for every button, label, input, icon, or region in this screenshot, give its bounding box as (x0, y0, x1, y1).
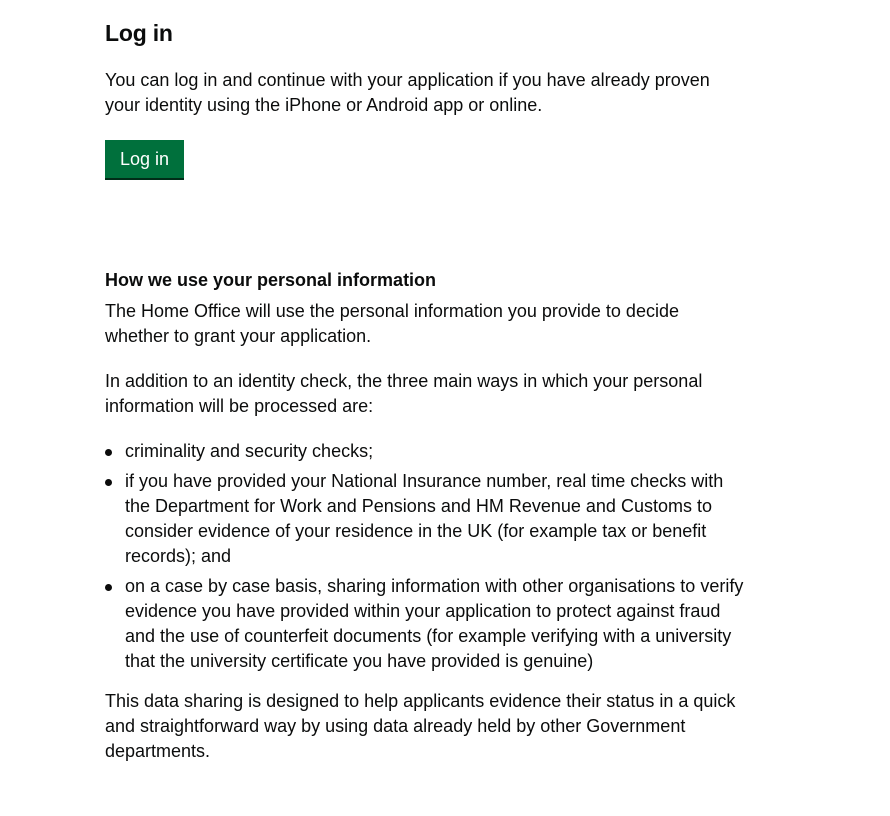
personal-info-paragraph-1: The Home Office will use the personal information you provide to decide whether to grant your application. (105, 301, 679, 346)
list-item (125, 469, 745, 569)
data-sharing-paragraph: This data sharing is designed to help applicants evidence their status in a quick and straightforward way by using data already held by other Government departments. (105, 691, 736, 761)
personal-info-paragraph-2: In addition to an identity check, the three main ways in which your personal information will be processed are: (105, 371, 703, 416)
bullet-icon (105, 479, 112, 486)
login-button[interactable]: Log in (105, 140, 184, 178)
processing-list (105, 439, 745, 674)
main-content (105, 18, 745, 764)
list-item-text: on a case by case basis, sharing information with other organisations to verify evidence you have provided within your application to protect against fraud and the use of counterfeit documents (for example verifying with a university that the university certificate you have provided is genuine) (125, 576, 744, 671)
login-intro-text: You can log in and continue with your application if you have already proven your identity using the iPhone or Android app or online. (105, 70, 710, 115)
list-item (125, 439, 745, 464)
bullet-icon (105, 584, 112, 591)
list-item-text: criminality and security checks; (125, 441, 374, 461)
login-heading: Log in (105, 20, 173, 46)
personal-info-heading: How we use your personal information (105, 270, 437, 290)
bullet-icon (105, 449, 112, 456)
list-item-text: if you have provided your National Insurance number, real time checks with the Department for Work and Pensions and HM Revenue and Customs to consider evidence of your residence in the UK (for example tax or benefit records); and (125, 471, 724, 566)
list-item (125, 574, 745, 674)
